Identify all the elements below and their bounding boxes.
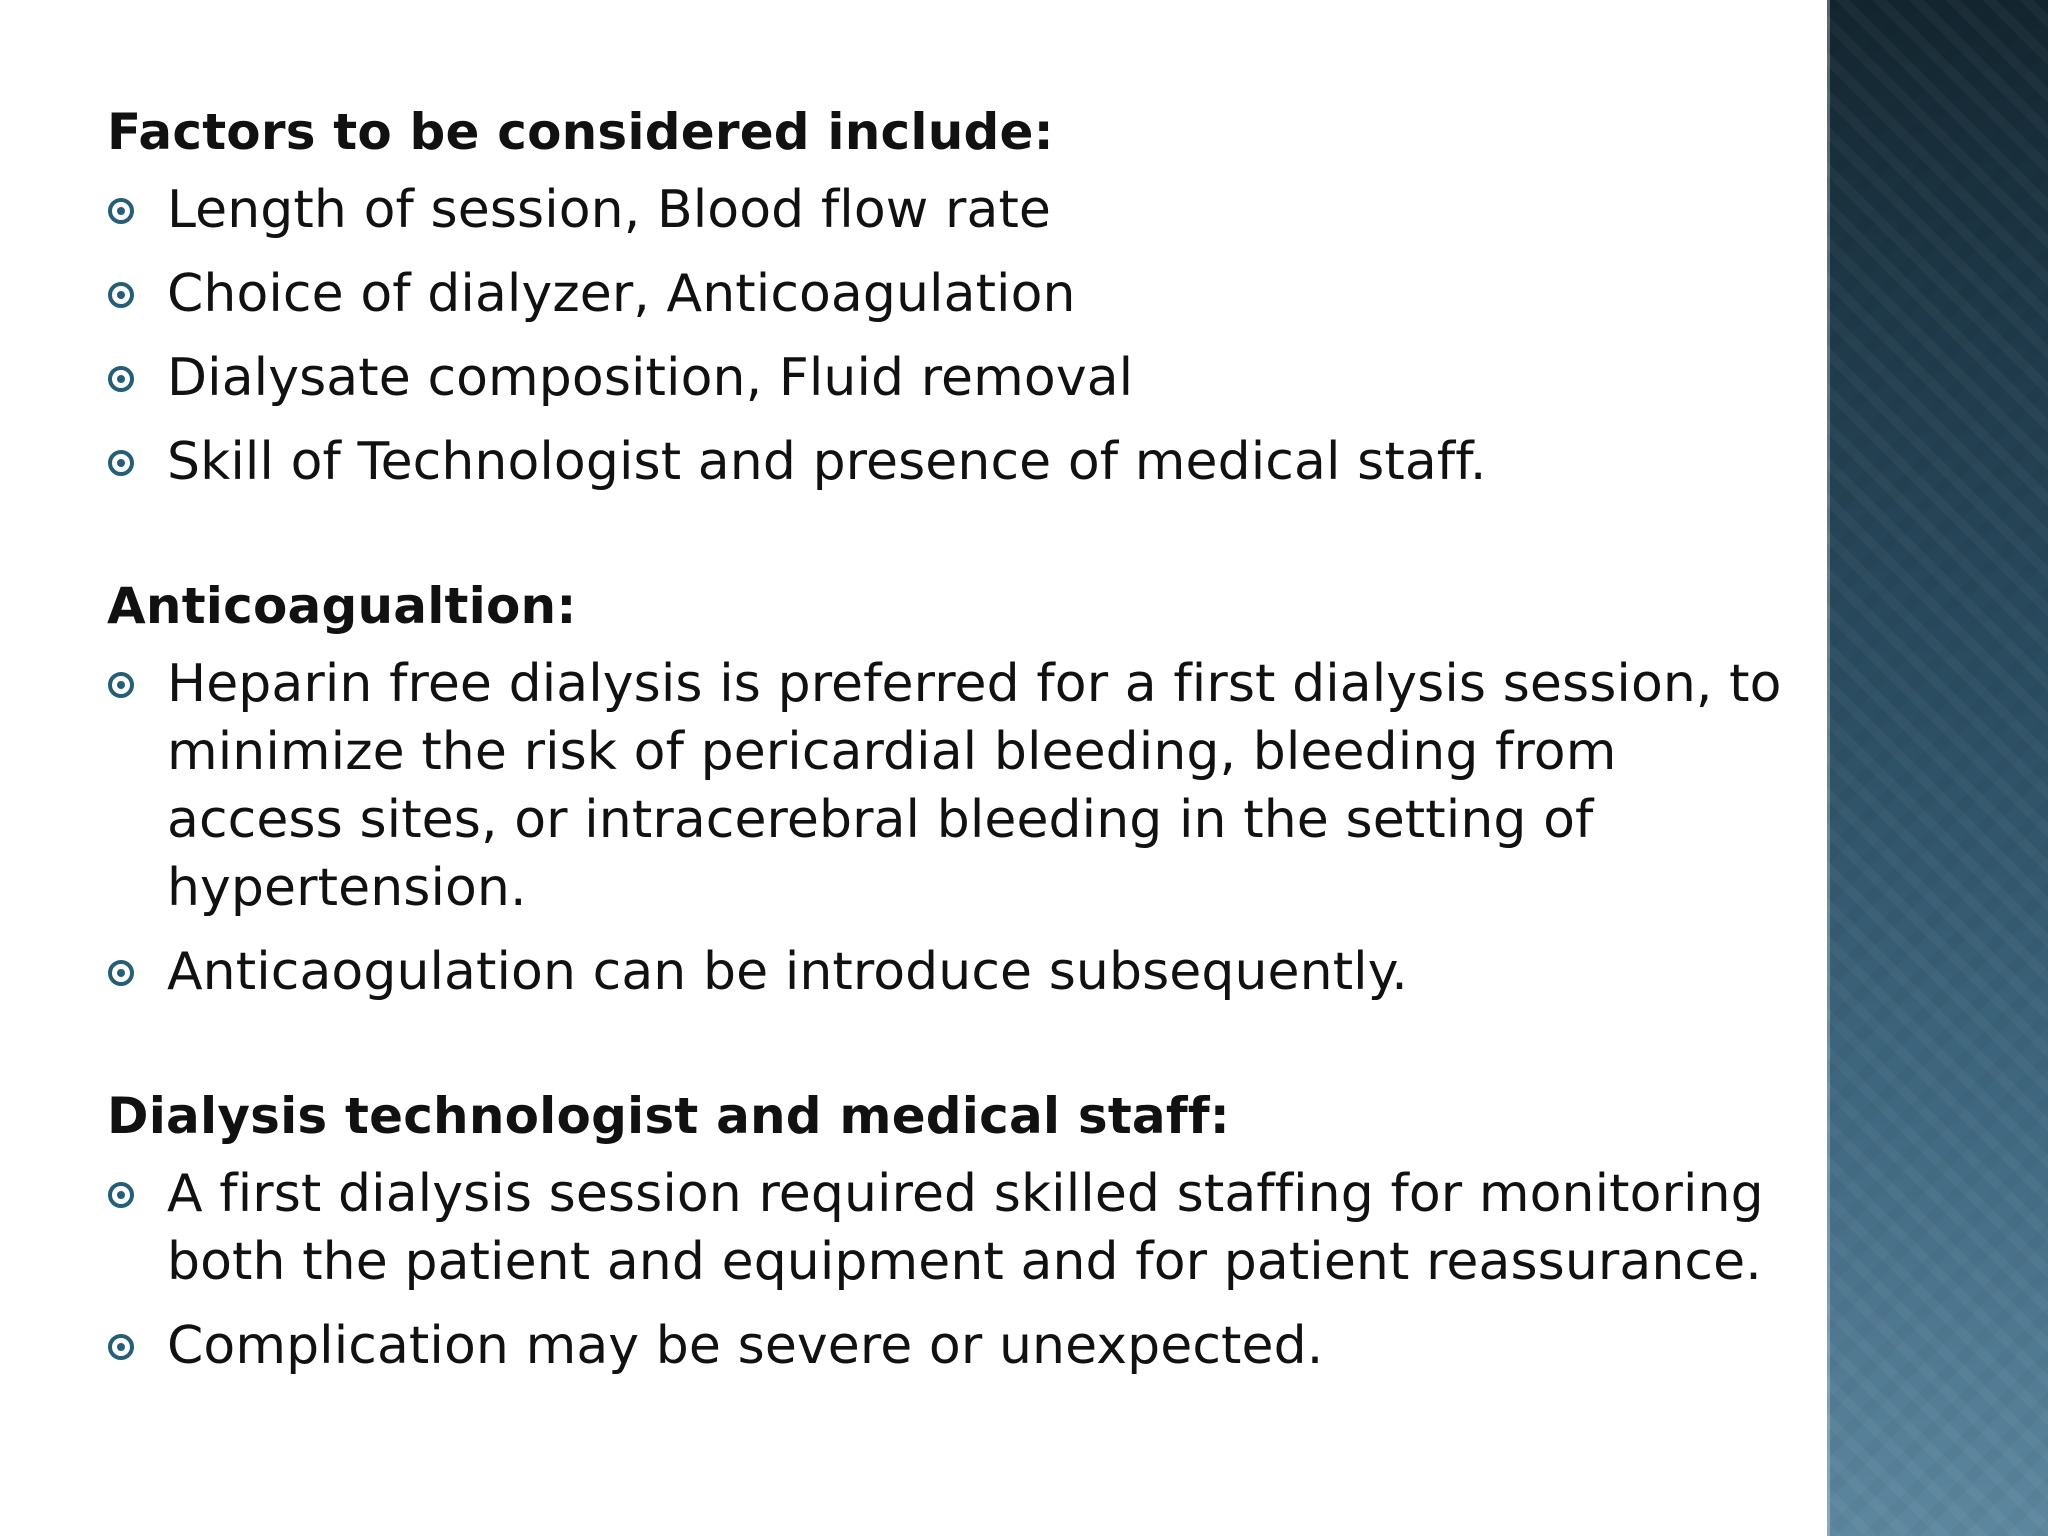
staff-list — [107, 1160, 1807, 1380]
slide-content — [107, 96, 1807, 1396]
factor-item-1-text: Length of session, Blood flow rate — [167, 180, 1052, 240]
anticoagulation-item-1-text: Heparin free dialysis is preferred for a first dialysis session, to minimize the risk of pericardial bleeding, bleeding from access sites, or intracerebral bleeding in the setting of hypertension. — [167, 654, 1782, 918]
factor-item-4 — [107, 428, 1807, 496]
staff-item-2-text: Complication may be severe or unexpected. — [167, 1316, 1324, 1376]
factor-item-2-text: Choice of dialyzer, Anticoagulation — [167, 264, 1076, 324]
decorative-side-band — [1827, 0, 2048, 1536]
staff-item-1-text: A first dialysis session required skilled staffing for monitoring both the patient and equipment and for patient reassurance. — [167, 1164, 1764, 1292]
staff-item-2 — [107, 1312, 1807, 1380]
factor-item-2 — [107, 260, 1807, 328]
factors-heading: Factors to be considered include: — [107, 103, 1054, 161]
anticoagulation-list — [107, 650, 1807, 1006]
target-bullet-icon — [108, 1334, 134, 1360]
staff-item-1 — [107, 1160, 1807, 1296]
target-bullet-icon — [108, 450, 134, 476]
target-bullet-icon — [108, 366, 134, 392]
anticoagulation-item-2 — [107, 938, 1807, 1006]
factor-item-3-text: Dialysate composition, Fluid removal — [167, 348, 1134, 408]
factor-item-3 — [107, 344, 1807, 412]
factors-section — [107, 96, 1807, 496]
factors-list — [107, 176, 1807, 496]
anticoagulation-section — [107, 570, 1807, 1006]
staff-section — [107, 1080, 1807, 1380]
anticoagulation-heading: Anticoagualtion: — [107, 577, 577, 635]
target-bullet-icon — [108, 1182, 134, 1208]
factor-item-4-text: Skill of Technologist and presence of medical staff. — [167, 432, 1487, 492]
factor-item-1 — [107, 176, 1807, 244]
anticoagulation-item-1 — [107, 650, 1807, 922]
staff-heading: Dialysis technologist and medical staff: — [107, 1087, 1230, 1145]
target-bullet-icon — [108, 198, 134, 224]
target-bullet-icon — [108, 282, 134, 308]
target-bullet-icon — [108, 672, 134, 698]
anticoagulation-item-2-text: Anticaogulation can be introduce subsequently. — [167, 942, 1408, 1002]
target-bullet-icon — [108, 960, 134, 986]
